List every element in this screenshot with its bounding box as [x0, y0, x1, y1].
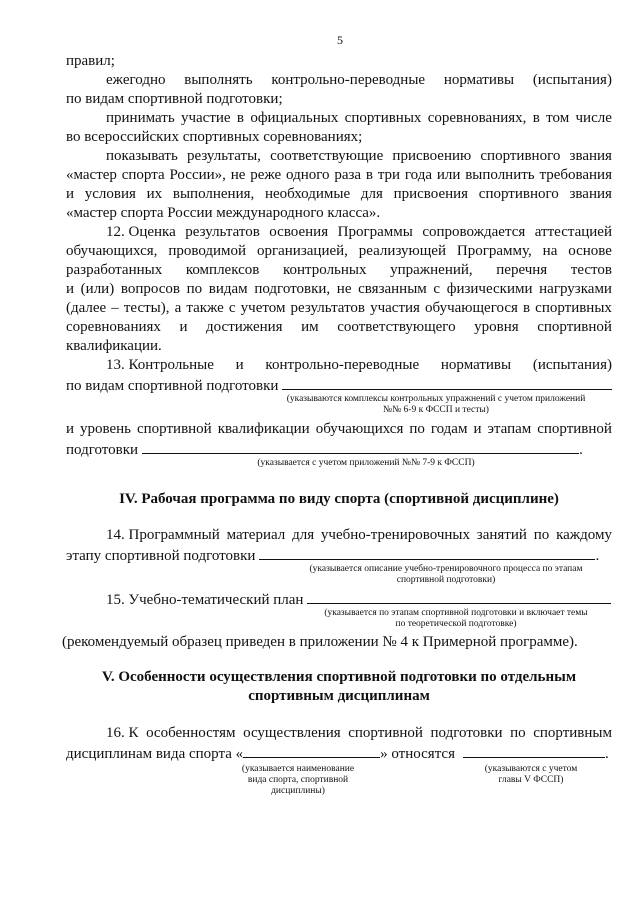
text-line-with-blank: этапу спортивной подготовки .	[66, 545, 612, 564]
text-line	[66, 147, 612, 166]
word: том	[546, 110, 570, 126]
text-line	[66, 109, 612, 128]
word: спорта	[121, 167, 165, 183]
text-line	[66, 318, 612, 337]
word: спортивных	[535, 300, 612, 316]
word: Программы	[337, 224, 413, 240]
word: связанным	[358, 281, 427, 297]
word: в	[365, 167, 373, 183]
word: обучающихся	[315, 421, 404, 437]
word: (или)	[80, 281, 115, 297]
word: и	[473, 421, 482, 437]
page-number: 5	[337, 33, 343, 47]
word: для	[360, 186, 383, 202]
word: «мастер	[66, 167, 117, 183]
fill-in-blank	[259, 545, 595, 560]
section-heading: V. Особенности осуществления спортивной подготовки по отдельным спортивным дисциплинам	[101, 669, 577, 704]
word: подготовки	[430, 725, 503, 741]
word: учетом	[240, 300, 286, 316]
word: материал	[226, 527, 286, 543]
text-line: (рекомендуемый образец приведен в приложении № 4 к Примерной программе).	[62, 634, 578, 650]
word: по	[409, 421, 425, 437]
word: участия	[370, 300, 420, 316]
word: присвоению	[392, 148, 472, 164]
word: также	[186, 300, 224, 316]
word: 13. Контрольные	[106, 357, 214, 373]
line-text: подготовки	[66, 442, 139, 458]
word: звания	[569, 186, 612, 202]
word: ежегодно	[106, 72, 166, 88]
word: или	[436, 167, 461, 183]
word: их	[146, 186, 163, 202]
word: занятий	[476, 527, 527, 543]
word: уровень	[80, 421, 132, 437]
word: по	[186, 281, 203, 297]
word: спортивного	[478, 186, 559, 202]
word: физическими	[446, 281, 533, 297]
word: нормативы	[440, 357, 512, 373]
word: участие	[180, 110, 231, 126]
word: обучающегося	[425, 300, 518, 316]
word: нормативы	[443, 72, 515, 88]
word: 12. Оценка	[106, 224, 176, 240]
word: проводимой	[168, 243, 247, 259]
word: им	[301, 319, 319, 335]
line-text: по видам спортивной подготовки	[66, 378, 279, 394]
word: результатов	[185, 224, 260, 240]
text-line	[66, 420, 612, 439]
text-line	[66, 356, 612, 375]
word: результаты,	[186, 148, 261, 164]
word: для	[292, 527, 315, 543]
word: звания	[569, 148, 612, 164]
word: реализующей	[358, 243, 446, 259]
text-line: во всероссийских спортивных соревнованиях;	[66, 129, 363, 145]
word: –	[111, 300, 119, 316]
text-line-with-blank	[66, 375, 612, 394]
word: (испытания)	[532, 357, 612, 373]
text-line	[66, 280, 612, 299]
word: достижения	[206, 319, 283, 335]
word: разработанных	[66, 262, 163, 278]
fill-in-blank	[142, 439, 579, 454]
word: контрольно-переводные	[265, 357, 420, 373]
document-body	[62, 52, 612, 798]
word: спортивной	[537, 319, 612, 335]
text-line	[66, 724, 612, 743]
word: необходимые	[264, 186, 351, 202]
field-hint: (указывается с учетом приложений №№ 7-9 к ФССП)	[257, 458, 475, 468]
word: контрольно-переводные	[271, 72, 426, 88]
word: учебно-тренировочных	[320, 527, 470, 543]
word: соревнованиях,	[427, 110, 527, 126]
field-hint: (указываются комплексы контрольных упражнений с учетом приложений №№ 6-9 к ФССП и тесты)	[286, 394, 586, 415]
word: уровня	[474, 319, 519, 335]
word: квалификации	[217, 421, 310, 437]
word: спортивной	[348, 725, 423, 741]
word: а	[174, 300, 182, 316]
text-line-with-blanks: дисциплинам вида спорта « » относятся .	[66, 743, 612, 762]
text-line-with-blank	[66, 589, 612, 608]
text-line: правил;	[66, 53, 115, 69]
field-hint: (указывается по этапам спортивной подготовки и включает темы по теоретической подготовке)	[324, 608, 588, 629]
field-hints-row	[66, 762, 612, 798]
line-text: 15. Учебно-тематический план	[106, 592, 304, 608]
text-line	[66, 166, 612, 185]
word: освоения	[269, 224, 329, 240]
text-line	[66, 223, 612, 242]
features-blank	[463, 743, 605, 758]
word: (испытания)	[532, 72, 612, 88]
word: вопросов	[120, 281, 180, 297]
word: с	[228, 300, 236, 316]
word: спортивных	[344, 110, 422, 126]
word: 16. К	[106, 725, 139, 741]
word: годам	[430, 421, 468, 437]
text-line	[66, 185, 612, 204]
word: основе	[568, 243, 612, 259]
word: не	[230, 167, 246, 183]
word: спортивной	[537, 421, 612, 437]
word: соревнованиях	[66, 319, 161, 335]
word: в	[532, 110, 540, 126]
word: 14. Программный	[106, 527, 220, 543]
word: спортивной	[137, 421, 212, 437]
word: тесты),	[123, 300, 170, 316]
word: организацией,	[256, 243, 348, 259]
word: и	[66, 281, 75, 297]
text-line	[66, 526, 612, 545]
word: видам	[208, 281, 248, 297]
word: года	[404, 167, 433, 183]
fill-in-blank	[307, 589, 611, 604]
section-heading: IV. Рабочая программа по виду спорта (спортивной дисциплине)	[119, 491, 559, 507]
word: и	[66, 421, 75, 437]
word: осуществления	[243, 725, 341, 741]
word: одного	[286, 167, 330, 183]
word: показывать	[106, 148, 178, 164]
word: по	[533, 527, 550, 543]
word: нагрузками	[539, 281, 612, 297]
word: реже	[250, 167, 282, 183]
word: сопровождается	[422, 224, 526, 240]
word: результатов	[290, 300, 366, 316]
word: три	[377, 167, 401, 183]
line-text: этапу спортивной подготовки	[66, 548, 256, 564]
word: не	[336, 281, 352, 297]
word: соответствующие	[270, 148, 384, 164]
line-text: дисциплинам вида спорта «	[66, 746, 244, 762]
text-line: «мастер спорта России международного класса».	[66, 205, 381, 221]
word: соответствующего	[337, 319, 456, 335]
word: и	[66, 186, 75, 202]
word: принимать	[106, 110, 175, 126]
text-line	[66, 261, 612, 280]
fill-in-blank	[282, 375, 612, 390]
word: спортивного	[480, 148, 561, 164]
word: (далее	[66, 300, 107, 316]
text-line	[66, 242, 612, 261]
word: условия	[84, 186, 136, 202]
word: и	[179, 319, 188, 335]
word: каждому	[556, 527, 612, 543]
word: в	[236, 110, 244, 126]
word: этапам	[487, 421, 532, 437]
word: подготовки,	[254, 281, 331, 297]
word: официальных	[250, 110, 339, 126]
word: выполнения,	[172, 186, 255, 202]
word: тестов	[570, 262, 612, 278]
word: присвоения	[393, 186, 469, 202]
text-line	[66, 299, 612, 318]
word: аттестацией	[534, 224, 612, 240]
text-line-with-blank: подготовки .	[66, 439, 612, 458]
text-line: по видам спортивной подготовки;	[66, 91, 283, 107]
word: перечня	[496, 262, 548, 278]
field-hint: (указывается описание учебно-тренировочного процесса по этапам спортивной подготовки)	[309, 564, 583, 585]
word: контрольных	[282, 262, 367, 278]
sport-name-blank	[243, 743, 380, 758]
word: требования	[539, 167, 612, 183]
word: обучающихся,	[66, 243, 158, 259]
word: выполнять	[184, 72, 253, 88]
word: России»,	[169, 167, 226, 183]
word: с	[433, 281, 441, 297]
field-hint: (указывается наименование вида спорта, спортивной дисциплины)	[241, 764, 355, 796]
word: по	[510, 725, 526, 741]
word: комплексов	[185, 262, 260, 278]
word: числе	[575, 110, 612, 126]
word: и	[235, 357, 244, 373]
text-line	[66, 71, 612, 90]
word: особенностям	[146, 725, 236, 741]
word: выполнить	[465, 167, 535, 183]
word: спортивным	[533, 725, 612, 741]
word: Программу,	[456, 243, 532, 259]
text-line: квалификации.	[66, 338, 162, 354]
word: упражнений,	[390, 262, 473, 278]
word: раза	[334, 167, 362, 183]
word: в	[522, 300, 531, 316]
field-hint: (указываются с учетом главы V ФССП)	[484, 764, 578, 785]
word: на	[542, 243, 558, 259]
